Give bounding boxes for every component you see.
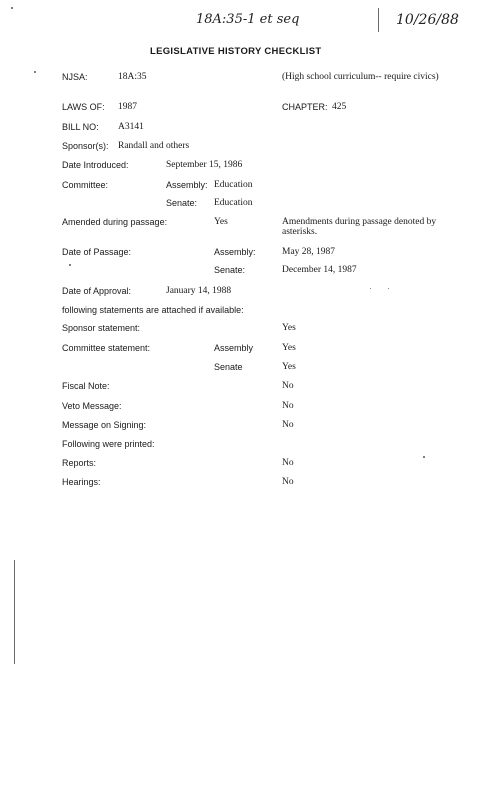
- scan-speck: [388, 288, 389, 289]
- handwritten-citation: 18A:35-1 et seq: [196, 12, 300, 27]
- chapter-label: CHAPTER:: [282, 102, 328, 112]
- handwritten-date: 10/26/88: [396, 12, 459, 28]
- scan-speck: [370, 288, 371, 289]
- passage-assembly-label: Assembly:: [214, 247, 256, 257]
- veto-message-label: Veto Message:: [62, 401, 122, 411]
- sponsor-statement-label: Sponsor statement:: [62, 323, 141, 333]
- bill-no-label: BILL NO:: [62, 122, 99, 132]
- committee-senate-label: Senate:: [166, 198, 198, 208]
- date-of-approval-label: Date of Approval:: [62, 286, 132, 296]
- laws-of-value: 1987: [118, 102, 137, 112]
- njsa-note: (High school curriculum-- require civics): [282, 72, 439, 82]
- scan-speck: [11, 7, 13, 9]
- scan-speck: [69, 264, 71, 266]
- amended-value: Yes: [214, 217, 228, 227]
- amended-label: Amended during passage:: [62, 217, 168, 227]
- committee-statement-senate-label: Senate: [214, 362, 243, 372]
- committee-senate-value: Education: [214, 198, 253, 208]
- statements-header: following statements are attached if available:: [62, 305, 244, 315]
- hearings-label: Hearings:: [62, 477, 101, 487]
- date-of-approval-value: January 14, 1988: [166, 286, 232, 296]
- passage-assembly-value: May 28, 1987: [282, 247, 336, 257]
- committee-statement-label: Committee statement:: [62, 343, 151, 353]
- veto-message-value: No: [282, 401, 294, 411]
- date-introduced-value: September 15, 1986: [166, 160, 243, 170]
- bill-no-value: A3141: [118, 122, 144, 132]
- committee-statement-assembly-label: Assembly: [214, 343, 254, 353]
- committee-label: Committee:: [62, 180, 109, 190]
- page-title: LEGISLATIVE HISTORY CHECKLIST: [150, 46, 322, 57]
- printed-header: Following were printed:: [62, 439, 155, 449]
- committee-assembly-value: Education: [214, 180, 253, 190]
- scan-speck: [34, 71, 36, 73]
- scan-mark-left-margin: [14, 560, 15, 664]
- njsa-label: NJSA:: [62, 72, 88, 82]
- chapter-value: 425: [332, 102, 347, 112]
- committee-statement-senate-value: Yes: [282, 362, 296, 372]
- message-on-signing-label: Message on Signing:: [62, 420, 147, 430]
- hearings-value: No: [282, 477, 294, 487]
- scan-speck: [423, 456, 425, 458]
- committee-assembly-label: Assembly:: [166, 180, 208, 190]
- sponsors-label: Sponsor(s):: [62, 141, 109, 151]
- scan-mark-top-right: [378, 8, 379, 32]
- laws-of-label: LAWS OF:: [62, 102, 105, 112]
- passage-senate-value: December 14, 1987: [282, 265, 357, 275]
- message-on-signing-value: No: [282, 420, 294, 430]
- fiscal-note-label: Fiscal Note:: [62, 381, 110, 391]
- passage-senate-label: Senate:: [214, 265, 246, 275]
- fiscal-note-value: No: [282, 381, 294, 391]
- sponsor-statement-value: Yes: [282, 323, 296, 333]
- date-introduced-label: Date Introduced:: [62, 160, 129, 170]
- sponsors-value: Randall and others: [118, 141, 190, 151]
- reports-label: Reports:: [62, 458, 97, 468]
- committee-statement-assembly-value: Yes: [282, 343, 296, 353]
- amended-note: Amendments during passage denoted by asterisks.: [282, 217, 437, 237]
- njsa-value: 18A:35: [118, 72, 147, 82]
- date-of-passage-label: Date of Passage:: [62, 247, 132, 257]
- reports-value: No: [282, 458, 294, 468]
